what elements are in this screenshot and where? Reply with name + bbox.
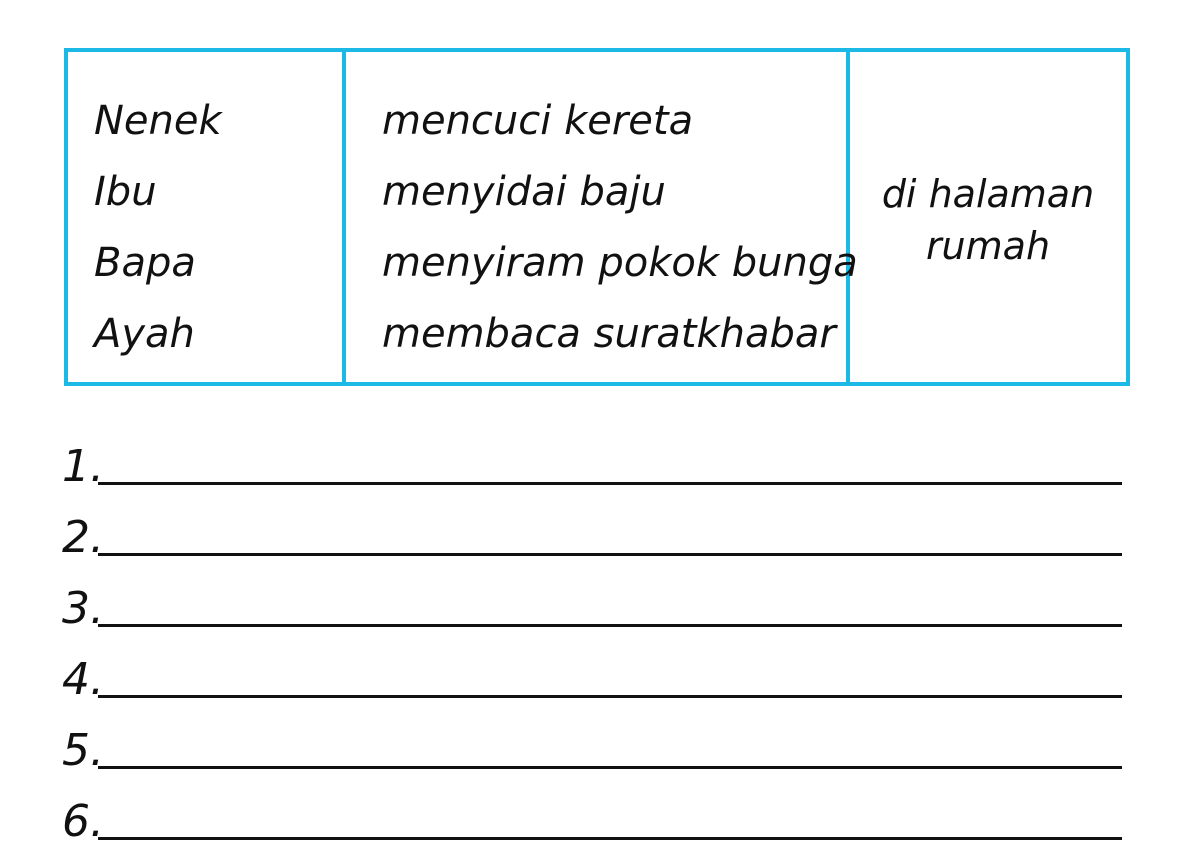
action-item: menyidai baju — [382, 169, 666, 215]
answer-row — [62, 491, 1122, 562]
subject-item: Nenek — [94, 98, 222, 144]
answer-row — [62, 420, 1122, 491]
answer-blank-line[interactable] — [98, 482, 1122, 485]
answer-blank-line[interactable] — [98, 695, 1122, 698]
subjects-column — [68, 52, 346, 382]
actions-column — [346, 52, 858, 382]
answer-lines — [62, 420, 1122, 846]
answer-number: 5. — [62, 725, 104, 776]
answer-blank-line[interactable] — [98, 766, 1122, 769]
subject-item: Ayah — [94, 311, 195, 357]
subject-item: Ibu — [94, 169, 157, 215]
place-line-2: rumah — [925, 224, 1051, 268]
answer-row — [62, 633, 1122, 704]
action-item: menyiram pokok bunga — [382, 240, 858, 286]
sentence-table — [64, 48, 1130, 386]
place-column — [850, 52, 1126, 382]
place-line-1: di halaman — [881, 172, 1095, 216]
answer-number: 3. — [62, 583, 104, 634]
answer-blank-line[interactable] — [98, 837, 1122, 840]
place-phrase — [882, 168, 1094, 272]
action-item: membaca suratkhabar — [382, 311, 836, 357]
answer-row — [62, 775, 1122, 846]
subjects-list — [94, 86, 222, 370]
answer-number: 6. — [62, 796, 104, 847]
answer-row — [62, 704, 1122, 775]
actions-list — [382, 86, 858, 370]
subject-item: Bapa — [94, 240, 196, 286]
answer-number: 2. — [62, 512, 104, 563]
answer-number: 4. — [62, 654, 104, 705]
answer-row — [62, 562, 1122, 633]
answer-blank-line[interactable] — [98, 624, 1122, 627]
answer-number: 1. — [62, 441, 104, 492]
answer-blank-line[interactable] — [98, 553, 1122, 556]
action-item: mencuci kereta — [382, 98, 694, 144]
